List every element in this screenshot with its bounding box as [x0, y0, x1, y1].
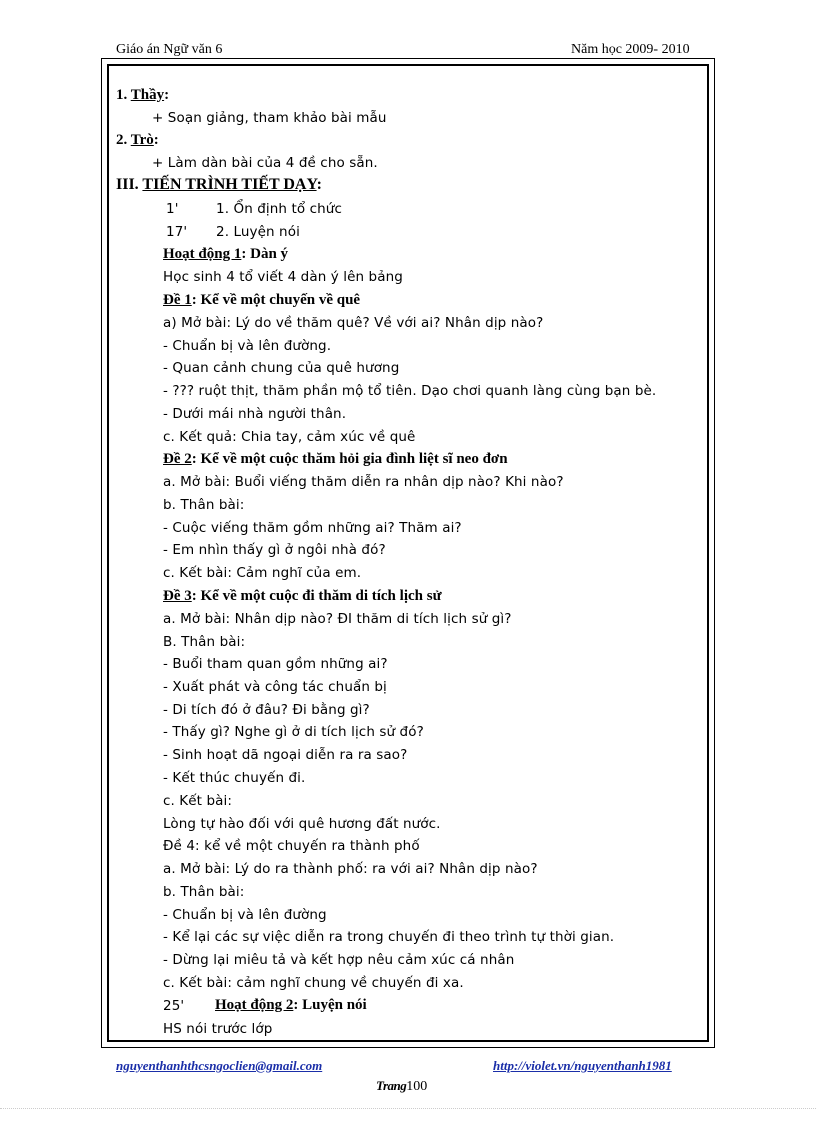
teacher-item: + Soạn giảng, tham khảo bài mẫu	[152, 110, 387, 126]
topic-title: Kể về một cuộc thăm hỏi gia đình liệt sĩ neo đơn	[200, 451, 508, 467]
topic-3-line: - Sinh hoạt dã ngoại diễn ra ra sao?	[163, 747, 408, 763]
activity-2-text: HS nói trước lớp	[163, 1021, 273, 1037]
activity-2-heading: Hoạt động 2: Luyện nói	[215, 997, 367, 1013]
time-1: 1'	[166, 201, 179, 217]
topic-2-line: - Em nhìn thấy gì ở ngôi nhà đó?	[163, 542, 386, 558]
topic-3-line: Lòng tự hào đối với quê hương đất nước.	[163, 816, 441, 832]
step-2: 2. Luyện nói	[216, 224, 300, 240]
topic-4-line: a. Mở bài: Lý do ra thành phố: ra với ai? Nhân dịp nào?	[163, 861, 538, 877]
topic-4-line: - Dừng lại miêu tả và kết hợp nêu cảm xúc cá nhân	[163, 952, 515, 968]
topic-3-line: - Kết thúc chuyến đi.	[163, 770, 306, 786]
section-teacher-heading: 1. Thầy:	[116, 87, 170, 103]
footer-email-link[interactable]: nguyenthanhthcsngoclien@gmail.com	[116, 1058, 323, 1073]
section-title: TIẾN TRÌNH TIẾT DẠY	[142, 176, 317, 193]
topic-4-line: - Chuẩn bị và lên đường	[163, 907, 327, 923]
section-number: III.	[116, 176, 139, 193]
topic-3-line: - Di tích đó ở đâu? Đi bằng gì?	[163, 702, 370, 718]
topic-1-line: - Quan cảnh chung của quê hương	[163, 360, 400, 376]
activity-1-heading: Hoạt động 1: Dàn ý	[163, 246, 289, 262]
topic-3-heading: Đề 3: Kể về một cuộc đi thăm di tích lịch sử	[163, 588, 442, 604]
topic-label: Đề 3	[163, 588, 192, 604]
page-number	[376, 1078, 427, 1095]
section-student-heading: 2. Trò:	[116, 132, 159, 148]
page-number-value: 100	[406, 1079, 428, 1094]
topic-1-line: - Chuẩn bị và lên đường.	[163, 338, 332, 354]
topic-2-line: a. Mở bài: Buổi viếng thăm diễn ra nhân dịp nào? Khi nào?	[163, 474, 564, 490]
section-process-heading: III. TIẾN TRÌNH TIẾT DẠY:	[116, 176, 322, 193]
topic-4-line: c. Kết bài: cảm nghĩ chung về chuyến đi xa.	[163, 975, 464, 991]
topic-4-line: b. Thân bài:	[163, 884, 245, 900]
topic-label: Đề 2	[163, 451, 192, 467]
topic-2-line: - Cuộc viếng thăm gồm những ai? Thăm ai?	[163, 520, 462, 536]
topic-title: Kể về một chuyến về quê	[200, 292, 361, 308]
section-number: 1.	[116, 87, 128, 103]
topic-4-line: - Kể lại các sự việc diễn ra trong chuyến đi theo trình tự thời gian.	[163, 929, 615, 945]
topic-1-heading: Đề 1: Kể về một chuyến về quê	[163, 292, 361, 308]
topic-1-line: - ??? ruột thịt, thăm phần mộ tổ tiên. Dạo chơi quanh làng cùng bạn bè.	[163, 383, 657, 399]
topic-4-heading: Đề 4: kể về một chuyến ra thành phố	[163, 838, 420, 854]
page-label: Trang	[376, 1078, 407, 1093]
topic-3-line: B. Thân bài:	[163, 634, 246, 650]
activity-label: Hoạt động 1	[163, 246, 242, 262]
step-1: 1. Ổn định tổ chức	[216, 201, 342, 217]
topic-2-heading: Đề 2: Kể về một cuộc thăm hỏi gia đình liệt sĩ neo đơn	[163, 451, 508, 467]
topic-title: Kể về một cuộc đi thăm di tích lịch sử	[200, 588, 442, 604]
bottom-dotted-divider	[0, 1108, 816, 1109]
topic-3-line: - Buổi tham quan gồm những ai?	[163, 656, 388, 672]
activity-1-text: Học sinh 4 tổ viết 4 dàn ý lên bảng	[163, 269, 403, 285]
activity-title: Luyện nói	[302, 997, 367, 1013]
topic-1-line: - Dưới mái nhà người thân.	[163, 406, 347, 422]
section-title: Thầy	[130, 87, 165, 103]
time-3: 25'	[163, 998, 185, 1014]
topic-label: Đề 1	[163, 292, 192, 308]
section-number: 2.	[116, 132, 128, 148]
footer-url-link[interactable]: http://violet.vn/nguyenthanh1981	[493, 1058, 672, 1073]
student-item: + Làm dàn bài của 4 đề cho sẵn.	[152, 155, 378, 171]
header-subject: Giáo án Ngữ văn 6	[116, 42, 223, 57]
activity-label: Hoạt động 2	[215, 997, 294, 1013]
topic-2-line: b. Thân bài:	[163, 497, 245, 513]
topic-3-line: - Xuất phát và công tác chuẩn bị	[163, 679, 387, 695]
section-title: Trò	[130, 132, 154, 148]
topic-1-line: c. Kết quả: Chia tay, cảm xúc về quê	[163, 429, 416, 445]
topic-3-line: - Thấy gì? Nghe gì ở di tích lịch sử đó?	[163, 724, 424, 740]
topic-3-line: a. Mở bài: Nhân dịp nào? ĐI thăm di tích lịch sử gì?	[163, 611, 512, 627]
activity-title: Dàn ý	[250, 246, 289, 262]
topic-3-line: c. Kết bài:	[163, 793, 232, 809]
topic-2-line: c. Kết bài: Cảm nghĩ của em.	[163, 565, 362, 581]
header-school-year: Năm học 2009- 2010	[571, 42, 690, 57]
topic-1-line: a) Mở bài: Lý do về thăm quê? Về với ai? Nhân dịp nào?	[163, 315, 544, 331]
time-2: 17'	[166, 224, 188, 240]
